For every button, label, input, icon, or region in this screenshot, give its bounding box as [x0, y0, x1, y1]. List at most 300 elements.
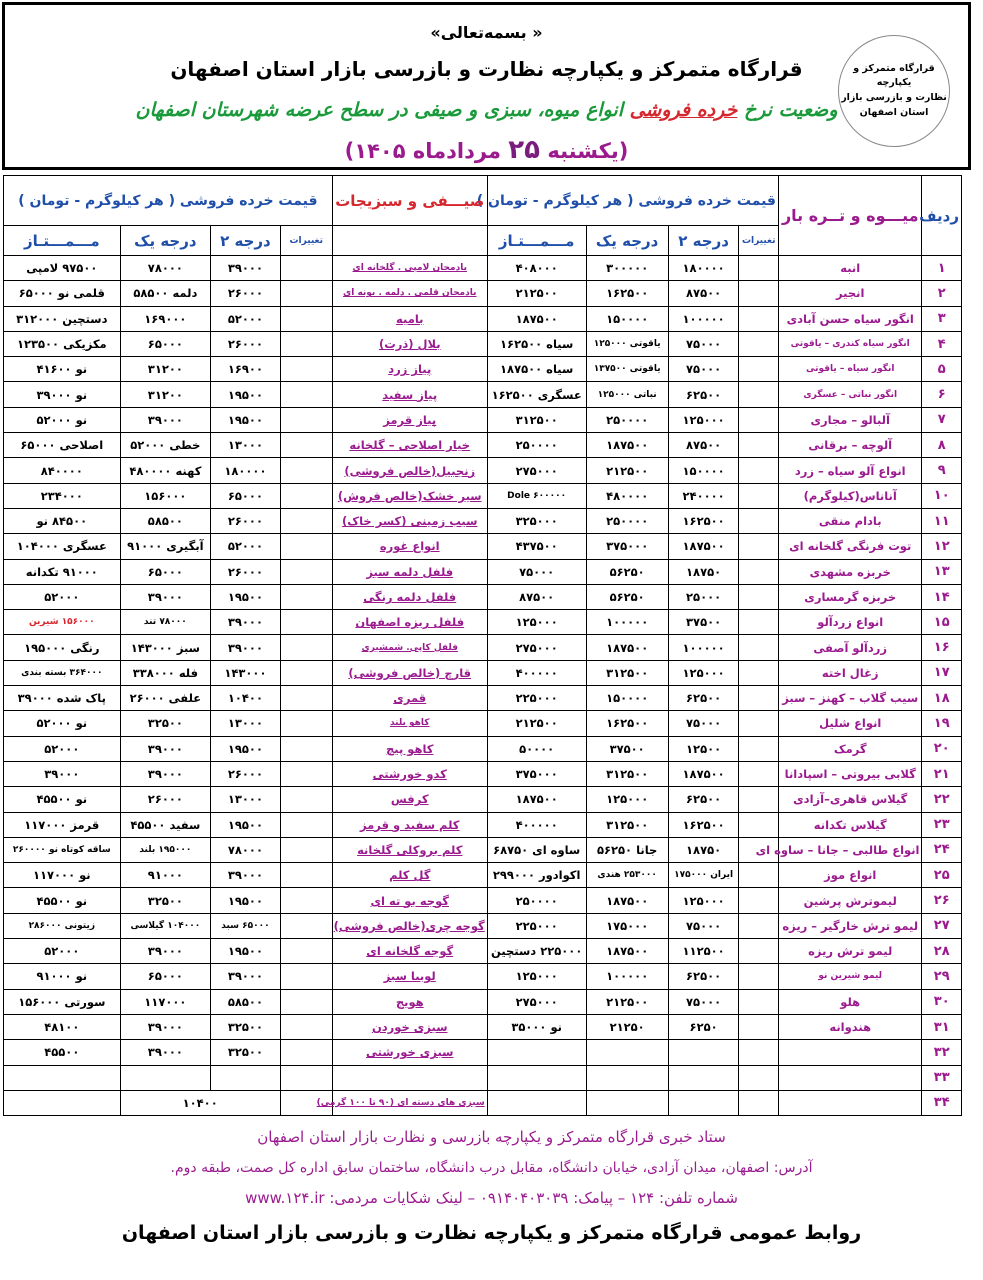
fruit-grade2: ۱۰۰۰۰۰	[668, 306, 739, 331]
veg-name: فلفل کاپی. شمشیری	[332, 635, 487, 660]
fruit-grade2: ۱۲۵۰۰۰	[668, 407, 739, 432]
fruit-grade2	[668, 1040, 739, 1065]
veg-premium: قرمز ۱۱۷۰۰۰	[4, 812, 121, 837]
veg-premium: ۲۳۴۰۰۰	[4, 483, 121, 508]
fruit-grade2: ۷۵۰۰۰	[668, 989, 739, 1014]
fruit-grade2: ۱۵۰۰۰۰	[668, 458, 739, 483]
price-table	[3, 175, 962, 1116]
veg-grade1: ۱۵۶۰۰۰	[120, 483, 210, 508]
row-number: ۱	[922, 256, 962, 281]
veg-grade2: ۳۹۰۰۰	[211, 256, 281, 281]
veg-grade2: ۵۲۰۰۰	[211, 534, 281, 559]
fruit-grade2-header: درجه ۲	[668, 226, 739, 256]
fruit-name: سیب گلاب – کهنز – سبز	[778, 686, 922, 711]
fruit-changes	[739, 306, 779, 331]
fruit-grade1: ۱۰۰۰۰۰	[586, 964, 668, 989]
fruit-changes	[739, 711, 779, 736]
fruit-name: لیمو شیرین نو	[778, 964, 922, 989]
table-row	[4, 534, 962, 559]
fruit-premium: ۴۰۰۰۰۰	[487, 812, 586, 837]
table-row	[4, 458, 962, 483]
veg-grade2: ۳۹۰۰۰	[211, 610, 281, 635]
veg-premium: دستچین ۳۱۲۰۰۰	[4, 306, 121, 331]
fruit-grade1: جانا ۵۶۲۵۰	[586, 837, 668, 862]
row-number: ۱۴	[922, 584, 962, 609]
fruit-changes	[739, 761, 779, 786]
veg-grade2: ۵۸۵۰۰	[211, 989, 281, 1014]
fruit-grade2: ۱۸۷۵۰	[668, 559, 739, 584]
seal-line-1: قرارگاه متمرکز و یکپارچه	[853, 62, 935, 89]
fruit-grade2: ۷۵۰۰۰	[668, 711, 739, 736]
row-number: ۱۵	[922, 610, 962, 635]
fruit-premium: ۲۲۵۰۰۰	[487, 686, 586, 711]
veg-premium: نو ۴۱۶۰۰	[4, 357, 121, 382]
fruit-grade1: ۳۱۲۵۰۰	[586, 660, 668, 685]
veg-premium: ساقه کوتاه نو ۲۶۰۰۰۰	[4, 837, 121, 862]
bismillah: « بسمه‌تعالی»	[430, 23, 543, 42]
fruit-price-header: قیمت خرده فروشی ( هر کیلوگرم - تومان )	[487, 176, 778, 226]
fruit-grade1: ۳۱۲۵۰۰	[586, 812, 668, 837]
fruit-header: میـــوه و تــره بار	[778, 176, 922, 256]
fruit-grade1: ۳۷۵۰۰۰	[586, 534, 668, 559]
fruit-changes	[739, 635, 779, 660]
fruit-grade1: ۲۵۰۰۰۰	[586, 508, 668, 533]
fruit-changes	[739, 357, 779, 382]
veg-changes	[280, 888, 332, 913]
veg-premium: نو ۳۹۰۰۰	[4, 382, 121, 407]
seal-stamp	[838, 35, 950, 147]
veg-grade1: ۱۹۵۰۰۰ بلند	[120, 837, 210, 862]
fruit-grade1	[586, 1065, 668, 1090]
veg-name: انواع غوره	[332, 534, 487, 559]
fruit-grade1: ۳۱۲۵۰۰	[586, 761, 668, 786]
veg-changes	[280, 407, 332, 432]
fruit-grade1: ۲۱۲۵۰۰	[586, 989, 668, 1014]
fruit-changes	[739, 407, 779, 432]
table-row	[4, 1090, 962, 1115]
table-row	[4, 559, 962, 584]
veg-changes	[280, 1040, 332, 1065]
veg-name: بادمجان لامپی . گلخانه ای	[332, 256, 487, 281]
veg-grade1: خطی ۵۲۰۰۰	[120, 433, 210, 458]
veg-premium: ۵۲۰۰۰	[4, 736, 121, 761]
row-number: ۲۸	[922, 939, 962, 964]
fruit-premium: ساوه ای ۶۸۷۵۰	[487, 837, 586, 862]
veg-grade2: ۱۳۰۰۰	[211, 433, 281, 458]
veg-changes	[280, 458, 332, 483]
veg-grade2: ۱۹۵۰۰	[211, 812, 281, 837]
veg-name: سیر خشک(خالص فروش)	[332, 483, 487, 508]
header-box	[2, 2, 971, 170]
fruit-premium: ۳۲۵۰۰۰	[487, 508, 586, 533]
veg-grade2: ۶۵۰۰۰ سبد	[211, 913, 281, 938]
veg-grade2: ۳۹۰۰۰	[211, 635, 281, 660]
row-number: ۸	[922, 433, 962, 458]
veg-grade2: ۷۸۰۰۰	[211, 837, 281, 862]
date-suffix: مردادماه ۱۴۰۵)	[344, 139, 509, 163]
fruit-grade2: ۱۸۰۰۰۰	[668, 256, 739, 281]
row-number: ۱۳	[922, 559, 962, 584]
fruit-premium: ۱۸۷۵۰۰	[487, 306, 586, 331]
footer-news: ستاد خبری قرارگاه متمرکز و یکپارچه بازرسی و نظارت بازار استان اصفهان	[257, 1128, 726, 1146]
veg-premium: نو ۵۲۰۰۰	[4, 711, 121, 736]
fruit-grade1: یاقوتی ۱۲۵۰۰۰	[586, 331, 668, 356]
fruit-premium: نو ۳۵۰۰۰	[487, 1014, 586, 1039]
row-number: ۱۷	[922, 660, 962, 685]
veg-grade2: ۳۲۵۰۰	[211, 1014, 281, 1039]
table-row	[4, 1065, 962, 1090]
veg-premium: ۹۱۰۰۰ تکدانه	[4, 559, 121, 584]
fruit-grade1: ۱۵۰۰۰۰	[586, 306, 668, 331]
fruit-name: گرمک	[778, 736, 922, 761]
fruit-changes	[739, 1065, 779, 1090]
veg-name: بادمجان قلمی . دلمه . یونه ای	[332, 281, 487, 306]
veg-bundle-price: ۱۰۴۰۰	[120, 1090, 280, 1115]
table-row	[4, 888, 962, 913]
row-number: ۲۳	[922, 812, 962, 837]
veg-name: زنجبیل(خالص فروشی)	[332, 458, 487, 483]
veg-premium: ۴۵۵۰۰	[4, 1040, 121, 1065]
fruit-name: گیلاس تکدانه	[778, 812, 922, 837]
fruit-changes	[739, 433, 779, 458]
fruit-name: انواع شلیل	[778, 711, 922, 736]
fruit-premium: سیاه ۱۸۷۵۰۰	[487, 357, 586, 382]
row-number: ۲۹	[922, 964, 962, 989]
veg-grade2: ۲۶۰۰۰	[211, 331, 281, 356]
veg-changes	[280, 331, 332, 356]
veg-name	[332, 1065, 487, 1090]
fruit-changes-header: تغییرات	[739, 226, 779, 256]
fruit-name: آلوچه – برقانی	[778, 433, 922, 458]
veg-changes	[280, 863, 332, 888]
subtitle-after: انواع میوه، سبزی و صیفی در سطح عرضه شهرستان اصفهان	[135, 99, 630, 121]
veg-changes	[280, 686, 332, 711]
veg-grade2	[211, 1065, 281, 1090]
veg-header: صیـــفی و سبزیجات	[332, 176, 487, 226]
fruit-name: انواع موز	[778, 863, 922, 888]
fruit-name: خربزه گرمساری	[778, 584, 922, 609]
footer-phone: شماره تلفن: ۱۲۴ – پیامک: ۰۹۱۴۰۴۰۳۰۳۹ – لینک شکایات مردمی: www.۱۲۴.ir	[245, 1189, 738, 1207]
fruit-name: لیمو ترش خارگیر – ریزه	[778, 913, 922, 938]
row-number: ۳۰	[922, 989, 962, 1014]
fruit-changes	[739, 913, 779, 938]
row-number: ۲۴	[922, 837, 962, 862]
veg-name: پیاز سفید	[332, 382, 487, 407]
veg-grade1: سفید ۴۵۵۰۰	[120, 812, 210, 837]
veg-premium	[4, 1090, 121, 1115]
veg-changes	[280, 939, 332, 964]
veg-premium: عسگری ۱۰۴۰۰۰	[4, 534, 121, 559]
veg-changes	[280, 964, 332, 989]
veg-grade1: کهنه ۴۸۰۰۰۰	[120, 458, 210, 483]
fruit-premium	[487, 1040, 586, 1065]
footer-public-relations: روابط عمومی قرارگاه متمرکز و یکپارچه نظارت و بازرسی بازار استان اصفهان	[121, 1222, 862, 1244]
fruit-grade2: ۷۵۰۰۰	[668, 357, 739, 382]
fruit-changes	[739, 939, 779, 964]
veg-grade1: ۳۲۵۰۰	[120, 711, 210, 736]
fruit-grade2: ۱۲۵۰۰۰	[668, 888, 739, 913]
fruit-changes	[739, 964, 779, 989]
fruit-changes	[739, 787, 779, 812]
veg-changes	[280, 306, 332, 331]
fruit-premium: ۲۷۵۰۰۰	[487, 635, 586, 660]
fruit-grade2: ۱۲۵۰۰	[668, 736, 739, 761]
fruit-grade2: ۶۲۵۰	[668, 1014, 739, 1039]
veg-premium: ۳۹۰۰۰	[4, 761, 121, 786]
fruit-premium: ۲۲۵۰۰۰ دستچین	[487, 939, 586, 964]
fruit-name: هندوانه	[778, 1014, 922, 1039]
veg-grade1: ۳۱۲۰۰	[120, 382, 210, 407]
veg-name: پیاز زرد	[332, 357, 487, 382]
fruit-premium: ۱۲۵۰۰۰	[487, 610, 586, 635]
table-row	[4, 331, 962, 356]
veg-premium: ۸۴۵۰۰ نو	[4, 508, 121, 533]
fruit-name: آلبالو – مجاری	[778, 407, 922, 432]
veg-name: سبزی خوردن	[332, 1014, 487, 1039]
veg-premium: سورتی ۱۵۶۰۰۰	[4, 989, 121, 1014]
veg-name: خیار اصلاحی – گلخانه	[332, 433, 487, 458]
veg-premium: قلمی نو ۶۵۰۰۰	[4, 281, 121, 306]
veg-name: فلفل ریزه اصفهان	[332, 610, 487, 635]
fruit-changes	[739, 812, 779, 837]
table-body	[4, 256, 962, 1116]
veg-grade1: ۱۶۹۰۰۰	[120, 306, 210, 331]
fruit-name: انگور سیاه کندری – یاقوتی	[778, 331, 922, 356]
veg-changes	[280, 660, 332, 685]
fruit-changes	[739, 559, 779, 584]
date-prefix: (یکشنبه	[540, 139, 629, 163]
fruit-premium	[487, 1065, 586, 1090]
veg-grade1: ۵۸۵۰۰	[120, 508, 210, 533]
fruit-grade1: ۱۸۷۵۰۰	[586, 888, 668, 913]
veg-premium: نو ۱۱۷۰۰۰	[4, 863, 121, 888]
veg-changes	[280, 736, 332, 761]
fruit-grade2	[668, 1090, 739, 1115]
veg-name: فلفل دلمه سبز	[332, 559, 487, 584]
row-number: ۲	[922, 281, 962, 306]
fruit-grade2: ۶۲۵۰۰	[668, 686, 739, 711]
fruit-name: زغال اخته	[778, 660, 922, 685]
veg-premium: پاک شده ۳۹۰۰۰	[4, 686, 121, 711]
table-row	[4, 761, 962, 786]
fruit-changes	[739, 534, 779, 559]
veg-grade2: ۲۶۰۰۰	[211, 761, 281, 786]
fruit-premium: ۴۳۷۵۰۰	[487, 534, 586, 559]
fruit-grade1: ۱۸۷۵۰۰	[586, 635, 668, 660]
fruit-grade1: ۲۱۲۵۰	[586, 1014, 668, 1039]
row-number: ۲۲	[922, 787, 962, 812]
veg-changes	[280, 837, 332, 862]
veg-changes	[280, 483, 332, 508]
fruit-grade1: ۱۶۲۵۰۰	[586, 711, 668, 736]
veg-grade2: ۲۶۰۰۰	[211, 281, 281, 306]
row-number: ۱۰	[922, 483, 962, 508]
veg-premium: ۱۵۶۰۰۰ شیرین	[4, 610, 121, 635]
veg-name: کاهو بلند	[332, 711, 487, 736]
fruit-changes	[739, 508, 779, 533]
table-row	[4, 306, 962, 331]
fruit-grade2: ۱۶۲۵۰۰	[668, 812, 739, 837]
table-row	[4, 382, 962, 407]
fruit-premium: ۲۵۰۰۰۰	[487, 888, 586, 913]
row-number: ۱۱	[922, 508, 962, 533]
fruit-grade2	[668, 1065, 739, 1090]
veg-name: کدو خورشتی	[332, 761, 487, 786]
veg-premium	[4, 1065, 121, 1090]
veg-changes	[280, 635, 332, 660]
veg-grade1: ۳۹۰۰۰	[120, 736, 210, 761]
veg-name: بامیه	[332, 306, 487, 331]
fruit-name: آناناس(کیلوگرم)	[778, 483, 922, 508]
row-number: ۴	[922, 331, 962, 356]
table-row	[4, 508, 962, 533]
table-row	[4, 584, 962, 609]
fruit-changes	[739, 382, 779, 407]
row-number: ۳۲	[922, 1040, 962, 1065]
fruit-premium: ۲۲۵۰۰۰	[487, 913, 586, 938]
veg-grade1: ۷۸۰۰۰	[120, 256, 210, 281]
fruit-grade2: ۱۶۲۵۰۰	[668, 508, 739, 533]
veg-grade2: ۳۹۰۰۰	[211, 964, 281, 989]
veg-grade1: سبز ۱۴۳۰۰۰	[120, 635, 210, 660]
table-row	[4, 863, 962, 888]
veg-changes	[280, 913, 332, 938]
veg-grade2: ۲۶۰۰۰	[211, 559, 281, 584]
table-row	[4, 913, 962, 938]
fruit-changes	[739, 584, 779, 609]
table-row	[4, 433, 962, 458]
table-row	[4, 736, 962, 761]
veg-grade1: فله ۳۳۸۰۰۰	[120, 660, 210, 685]
veg-changes	[280, 711, 332, 736]
fruit-changes	[739, 331, 779, 356]
row-number-header: ردیف	[922, 176, 962, 256]
fruit-grade1: ۱۸۷۵۰۰	[586, 433, 668, 458]
fruit-premium: اکوادور ۲۹۹۰۰۰	[487, 863, 586, 888]
table-row	[4, 357, 962, 382]
fruit-grade1: ۴۸۰۰۰۰	[586, 483, 668, 508]
row-number: ۶	[922, 382, 962, 407]
fruit-grade1: ۱۲۵۰۰۰	[586, 787, 668, 812]
veg-changes	[280, 534, 332, 559]
veg-changes	[280, 787, 332, 812]
fruit-changes	[739, 1014, 779, 1039]
fruit-grade2: ۸۷۵۰۰	[668, 281, 739, 306]
fruit-premium: عسگری ۱۶۲۵۰۰	[487, 382, 586, 407]
table-row	[4, 660, 962, 685]
veg-name: سبزی خورشتی	[332, 1040, 487, 1065]
veg-changes	[280, 382, 332, 407]
table-row	[4, 1014, 962, 1039]
fruit-changes	[739, 458, 779, 483]
fruit-grade1: ۳۰۰۰۰۰	[586, 256, 668, 281]
veg-premium: ۸۴۰۰۰۰	[4, 458, 121, 483]
veg-premium-header: مـــمـــتـاز	[4, 226, 121, 256]
veg-premium: نو ۴۵۵۰۰	[4, 888, 121, 913]
table-row	[4, 1040, 962, 1065]
table-row	[4, 837, 962, 862]
fruit-name: انگور سیاه – یاقوتی	[778, 357, 922, 382]
fruit-premium: ۳۷۵۰۰۰	[487, 761, 586, 786]
veg-grade1: دلمه ۵۸۵۰۰	[120, 281, 210, 306]
fruit-premium: ۲۱۲۵۰۰	[487, 281, 586, 306]
fruit-grade1: ۲۵۳۰۰۰ هندی	[586, 863, 668, 888]
footer-address: آدرس: اصفهان، میدان آزادی، خیابان دانشگاه، مقابل درب دانشگاه، ساختمان سابق اداره کل صمت، طبقه دوم.	[170, 1160, 813, 1176]
veg-changes	[280, 1014, 332, 1039]
veg-name: کلم بروکلی گلخانه	[332, 837, 487, 862]
veg-premium: ۳۶۴۰۰۰ بسته بندی	[4, 660, 121, 685]
veg-changes	[280, 761, 332, 786]
fruit-grade1: ۱۶۲۵۰۰	[586, 281, 668, 306]
row-number: ۲۷	[922, 913, 962, 938]
veg-grade1: ۳۹۰۰۰	[120, 761, 210, 786]
veg-changes	[280, 559, 332, 584]
veg-grade2-header: درجه ۲	[211, 226, 281, 256]
fruit-grade1: ۱۷۵۰۰۰	[586, 913, 668, 938]
fruit-premium: ۶۰۰۰۰۰ Dole	[487, 483, 586, 508]
fruit-grade1: ۵۶۲۵۰	[586, 584, 668, 609]
veg-name: کاهو پیچ	[332, 736, 487, 761]
veg-grade1: ۳۲۵۰۰	[120, 888, 210, 913]
fruit-premium: ۲۷۵۰۰۰	[487, 458, 586, 483]
veg-grade1: آبگیری ۹۱۰۰۰	[120, 534, 210, 559]
fruit-premium: ۱۸۷۵۰۰	[487, 787, 586, 812]
fruit-grade2: ۲۵۰۰۰	[668, 584, 739, 609]
veg-grade2: ۶۵۰۰۰	[211, 483, 281, 508]
fruit-name: خربزه مشهدی	[778, 559, 922, 584]
row-number: ۲۱	[922, 761, 962, 786]
veg-grade1: ۳۹۰۰۰	[120, 1014, 210, 1039]
veg-grade1: ۹۱۰۰۰	[120, 863, 210, 888]
fruit-changes	[739, 256, 779, 281]
fruit-grade2: ۶۲۵۰۰	[668, 787, 739, 812]
date-day: ۲۵	[508, 135, 541, 165]
fruit-premium: ۲۷۵۰۰۰	[487, 989, 586, 1014]
fruit-changes	[739, 610, 779, 635]
fruit-grade2: ۲۴۰۰۰۰	[668, 483, 739, 508]
fruit-grade2: ۱۱۲۵۰۰	[668, 939, 739, 964]
veg-grade2: ۱۹۵۰۰	[211, 736, 281, 761]
fruit-grade1: ۱۵۰۰۰۰	[586, 686, 668, 711]
fruit-name: انواع آلو سیاه – زرد	[778, 458, 922, 483]
veg-name: فلفل دلمه رنگی	[332, 584, 487, 609]
veg-name: کرفس	[332, 787, 487, 812]
veg-grade1	[120, 1065, 210, 1090]
fruit-changes	[739, 736, 779, 761]
fruit-grade1: ۲۵۰۰۰۰	[586, 407, 668, 432]
veg-name: سیب زمینی (کسر خاک)	[332, 508, 487, 533]
veg-premium: نو ۹۱۰۰۰	[4, 964, 121, 989]
fruit-changes	[739, 281, 779, 306]
fruit-grade2: ۳۷۵۰۰	[668, 610, 739, 635]
veg-name: گل کلم	[332, 863, 487, 888]
veg-grade2: ۱۸۰۰۰۰	[211, 458, 281, 483]
veg-grade2: ۱۳۰۰۰	[211, 711, 281, 736]
fruit-grade2: ۱۲۵۰۰۰	[668, 660, 739, 685]
veg-name: گوجه چری(خالص فروشی)	[332, 913, 487, 938]
fruit-name: گیلاس قاهری–آزادی	[778, 787, 922, 812]
fruit-name: انجیر	[778, 281, 922, 306]
table-row	[4, 483, 962, 508]
veg-name: گوجه بو ته ای	[332, 888, 487, 913]
veg-grade1: ۷۸۰۰۰ تند	[120, 610, 210, 635]
veg-name: گوجه گلخانه ای	[332, 939, 487, 964]
subtitle	[5, 99, 968, 121]
fruit-grade1: ۵۶۲۵۰	[586, 559, 668, 584]
veg-changes	[280, 357, 332, 382]
table-row	[4, 787, 962, 812]
veg-grade2: ۳۲۵۰۰	[211, 1040, 281, 1065]
